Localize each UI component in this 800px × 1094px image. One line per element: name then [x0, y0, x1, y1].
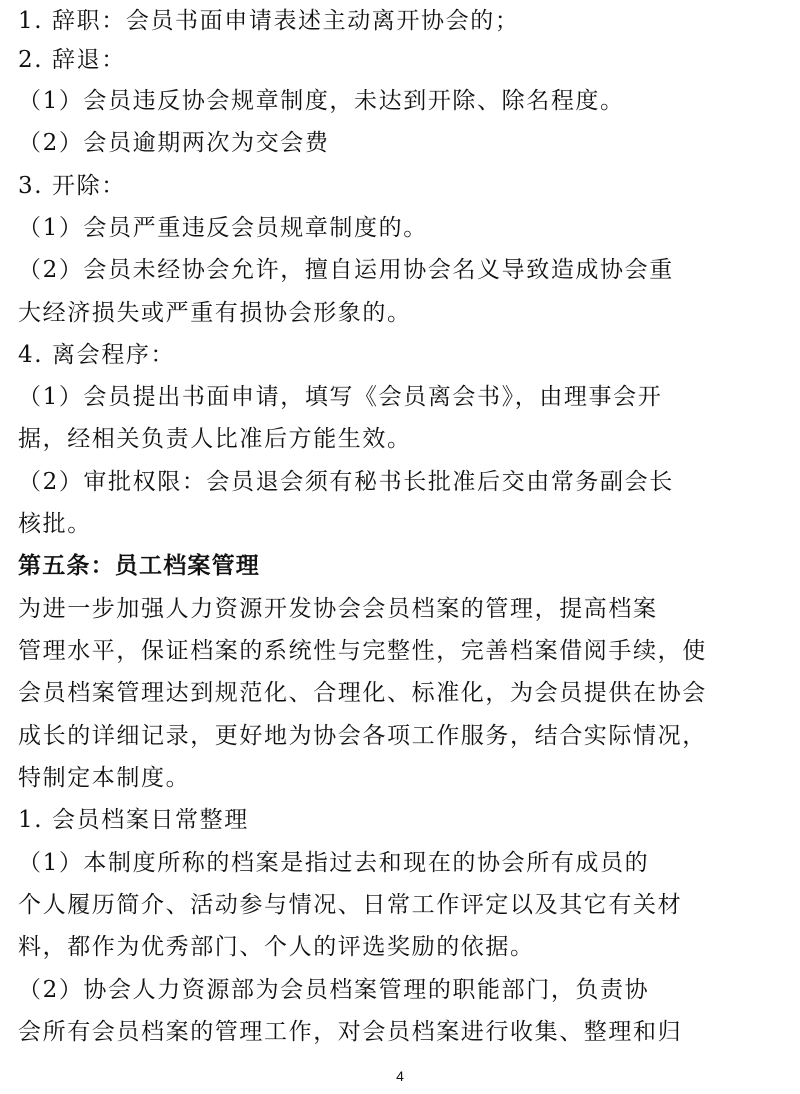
text-line: 大经济损失或严重有损协会形象的。	[18, 300, 412, 326]
text-line: （2）会员逾期两次为交会费	[18, 130, 330, 156]
text-line: 会所有会员档案的管理工作，对会员档案进行收集、整理和归	[18, 1019, 683, 1045]
text-line: 3. 开除：	[18, 173, 126, 199]
text-line: 2. 辞退：	[18, 47, 126, 73]
text-line: 个人履历简介、活动参与情况、日常工作评定以及其它有关材	[18, 892, 683, 918]
text-line: （2）审批权限：会员退会须有秘书长批准后交由常务副会长	[18, 469, 674, 495]
text-line: 特制定本制度。	[18, 765, 191, 791]
text-line: （1）会员严重违反会员规章制度的。	[18, 215, 428, 241]
text-line: 核批。	[18, 511, 92, 537]
text-line: 管理水平，保证档案的系统性与完整性，完善档案借阅手续，使	[18, 638, 707, 664]
text-line: 为进一步加强人力资源开发协会会员档案的管理，提高档案	[18, 596, 658, 622]
text-line: 成长的详细记录，更好地为协会各项工作服务，结合实际情况，	[18, 723, 707, 749]
text-line: 会员档案管理达到规范化、合理化、标准化，为会员提供在协会	[18, 680, 707, 706]
text-line: 1. 会员档案日常整理	[18, 807, 249, 833]
text-line: （2）会员未经协会允许，擅自运用协会名义导致造成协会重	[18, 257, 674, 283]
text-line: 4. 离会程序：	[18, 342, 176, 368]
text-line: 据，经相关负责人比准后方能生效。	[18, 426, 412, 452]
text-line: 料，都作为优秀部门、个人的评选奖励的依据。	[18, 934, 535, 960]
text-line: （2）协会人力资源部为会员档案管理的职能部门，负责协	[18, 977, 650, 1003]
text-line: 1. 辞职：会员书面申请表述主动离开协会的；	[18, 8, 520, 34]
section-heading: 第五条：员工档案管理	[18, 552, 260, 579]
text-line: （1）会员违反协会规章制度，未达到开除、除名程度。	[18, 88, 625, 114]
page-number: 4	[396, 1068, 404, 1084]
text-line: （1）会员提出书面申请，填写《会员离会书》，由理事会开	[18, 384, 663, 410]
text-line: （1）本制度所称的档案是指过去和现在的协会所有成员的	[18, 850, 650, 876]
